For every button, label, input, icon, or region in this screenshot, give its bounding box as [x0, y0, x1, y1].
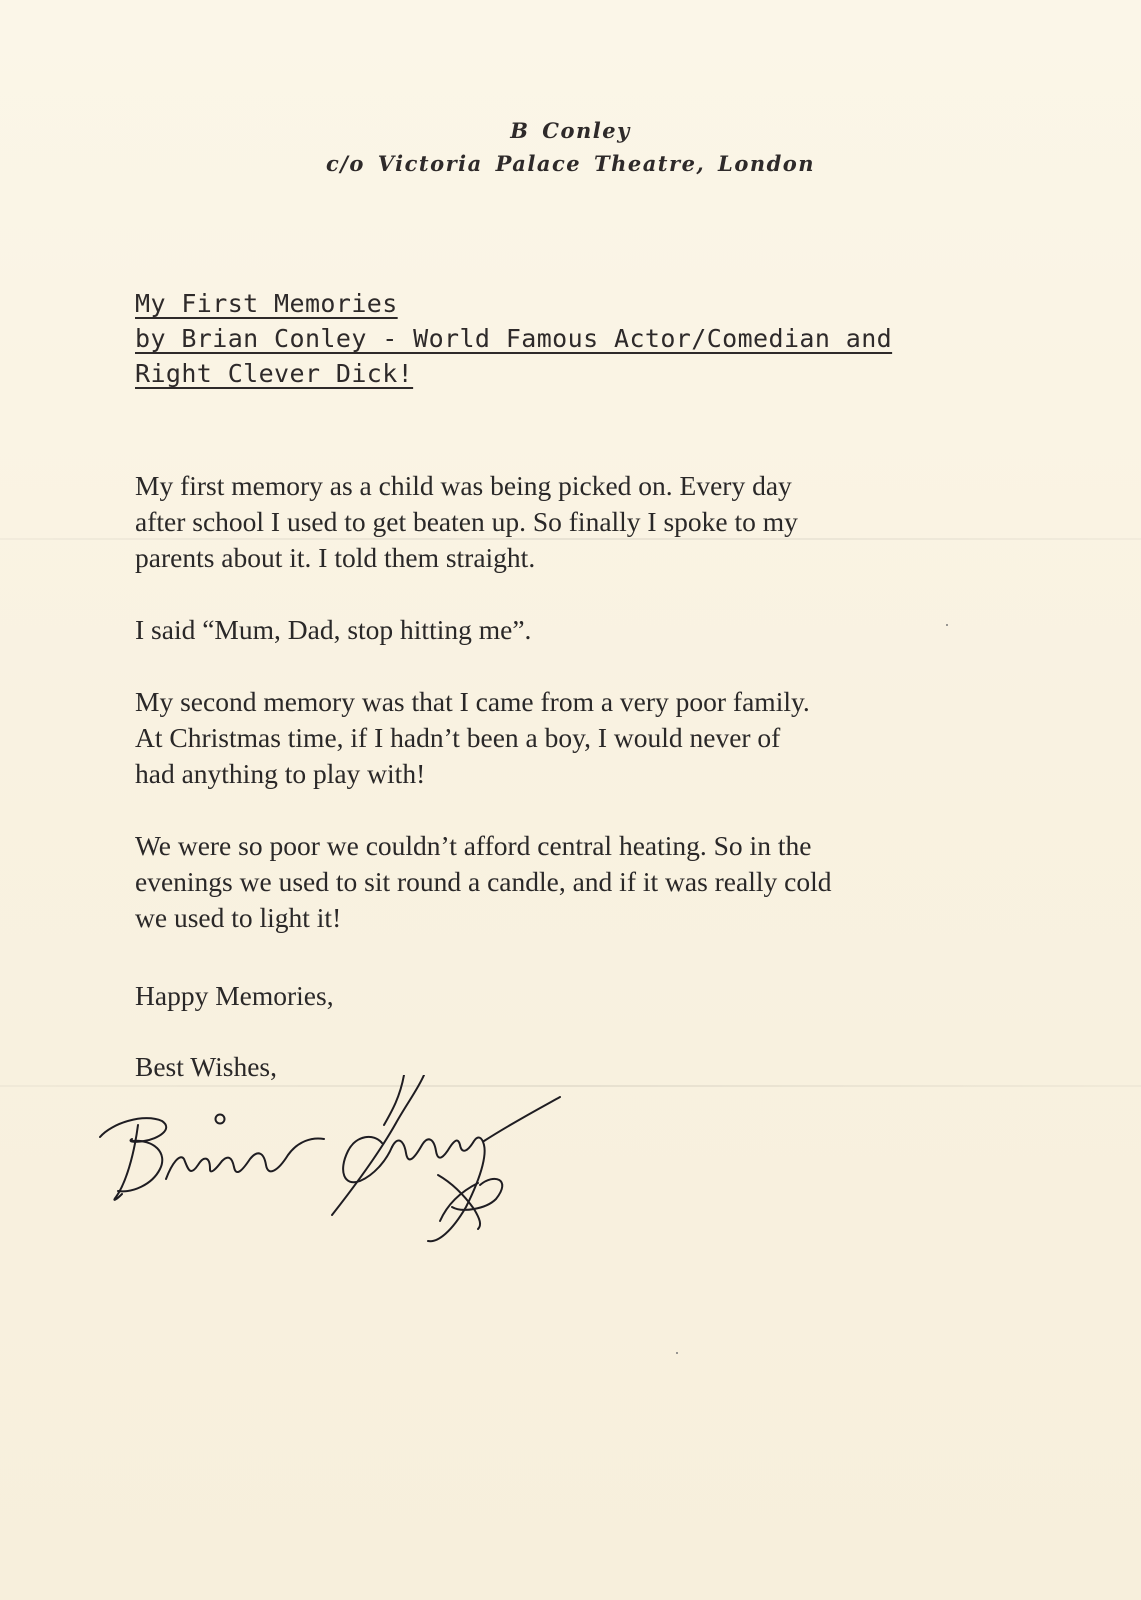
body-line: we used to light it! — [135, 902, 342, 933]
letter-title — [135, 286, 1005, 391]
handwritten-signature — [92, 1075, 562, 1255]
closing-line: Happy Memories, — [135, 980, 334, 1011]
letter-body — [135, 468, 1015, 972]
closing-line: Best Wishes, — [135, 1051, 277, 1082]
letterhead — [0, 114, 1141, 180]
title-line: by Brian Conley - World Famous Actor/Comedian and — [135, 324, 893, 353]
paper-speck — [946, 624, 948, 626]
title-line: My First Memories — [135, 289, 398, 318]
body-line: parents about it. I told them straight. — [135, 542, 536, 573]
title-line: Right Clever Dick! — [135, 359, 414, 388]
body-line: I said “Mum, Dad, stop hitting me”. — [135, 614, 532, 645]
body-paragraph — [135, 828, 1015, 936]
body-paragraph — [135, 468, 1015, 576]
signature-strokes — [100, 1075, 560, 1241]
body-line: My second memory was that I came from a very poor family. — [135, 686, 810, 717]
paper-speck — [676, 1352, 678, 1354]
letterhead-address: c/o Victoria Palace Theatre, London — [325, 151, 816, 176]
body-line: after school I used to get beaten up. So finally I spoke to my — [135, 506, 798, 537]
letterhead-name: B Conley — [510, 118, 631, 143]
body-paragraph — [135, 684, 1015, 792]
body-line: My first memory as a child was being picked on. Every day — [135, 470, 792, 501]
body-line: evenings we used to sit round a candle, and if it was really cold — [135, 866, 832, 897]
body-line: We were so poor we couldn’t afford central heating. So in the — [135, 830, 812, 861]
body-paragraph — [135, 612, 1015, 648]
body-line: At Christmas time, if I hadn’t been a boy, I would never of — [135, 722, 781, 753]
body-line: had anything to play with! — [135, 758, 426, 789]
